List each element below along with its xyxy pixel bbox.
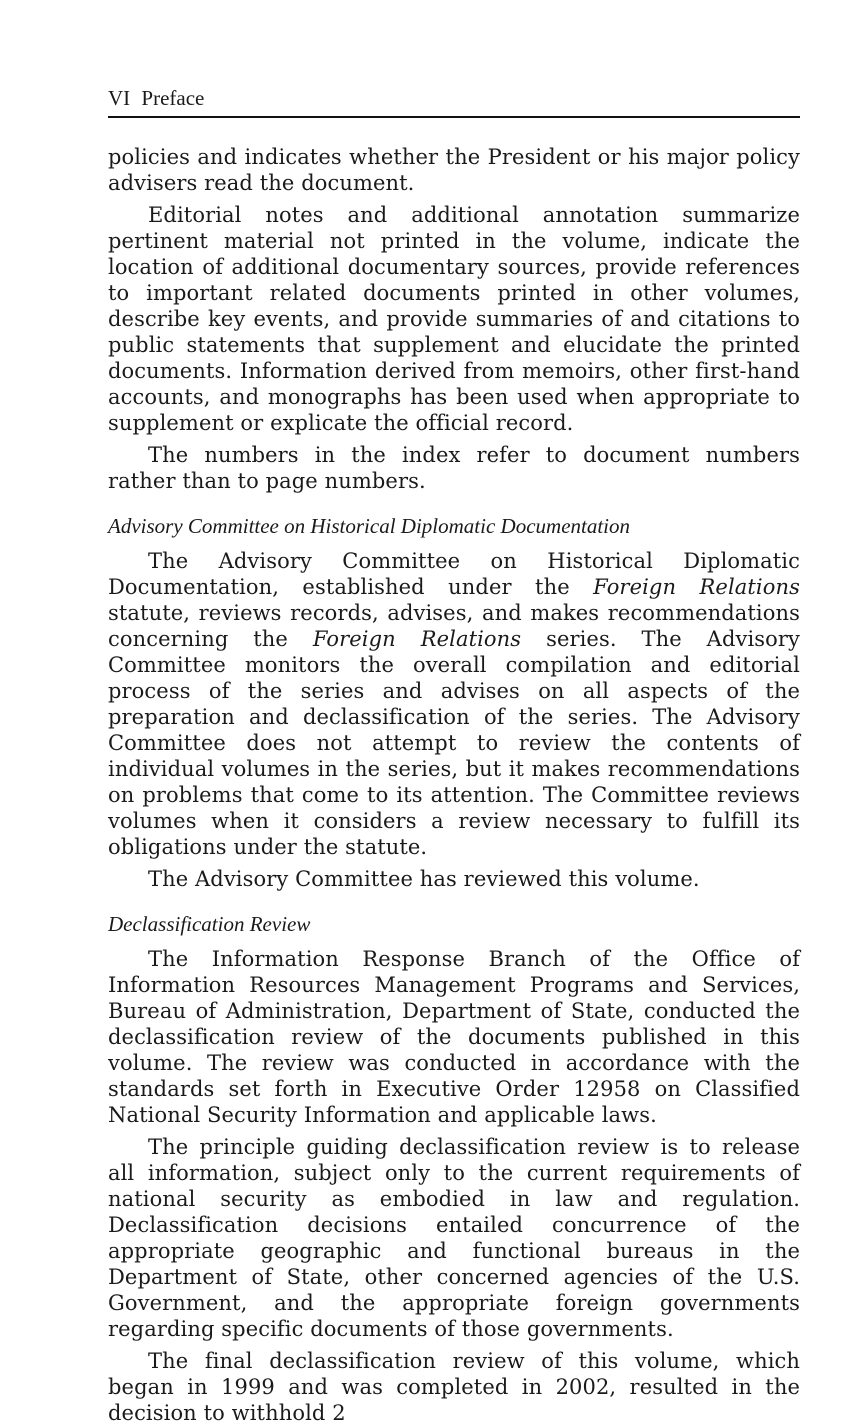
paragraph-editorial-notes: Editorial notes and additional annotation summarize pertinent material not printed in the volume, indicate the location of additional documentary sources, provide references to important related documents printed in other volumes, describe key events, and provide summaries of and citations to public statements that supplement and elucidate the printed documents. Information derived from memoirs, other first-hand accounts, and monographs has been used when appropriate to supplement or explicate the official record. [108, 203, 800, 435]
paragraph-final-review: The final declassification review of this volume, which began in 1999 and was completed in 2002, resulted in the decision to withhold 2 [108, 1349, 800, 1425]
italic-title: Foreign Relations [312, 627, 522, 651]
paragraph-advisory-committee [108, 548, 800, 860]
section-heading-declassification: Declassification Review [108, 912, 311, 936]
text-run: statute, reviews records, advises, and makes recommendations concerning the [108, 601, 800, 651]
paragraph-index-note: The numbers in the index refer to document numbers rather than to page numbers. [108, 443, 800, 493]
paragraph-advisory-reviewed: The Advisory Committee has reviewed this volume. [148, 867, 700, 891]
paragraph-continued: policies and indicates whether the President or his major policy advisers read the document. [108, 145, 800, 195]
text-run: series. The Advisory Committee monitors the overall compilation and editorial process of the series and advises on all aspects of the preparation and declassification of the series. The Advisory Committee does not attempt to review the contents of individual volumes in the series, but it makes recommendations on problems that come to its attention. The Committee reviews volumes when it considers a review necessary to fulfill its obligations under the statute. [108, 627, 800, 859]
running-header [108, 84, 800, 118]
paragraph-information-response: The Information Response Branch of the Office of Information Resources Management Programs and Services, Bureau of Administration, Department of State, conducted the declassification review of the documents published in this volume. The review was conducted in accordance with the standards set forth in Executive Order 12958 on Classified National Security Information and applicable laws. [108, 947, 800, 1127]
paragraph-guiding-principle: The principle guiding declassification review is to release all information, subject only to the current requirements of national security as embodied in law and regulation. Declassification decisions entailed concurrence of the appropriate geographic and functional bureaus in the Department of State, other concerned agencies of the U.S. Government, and the appropriate foreign governments regarding specific documents of those governments. [108, 1135, 800, 1341]
chapter-title: Preface [141, 86, 205, 110]
page-number: VI [108, 86, 131, 110]
document-page [108, 84, 800, 1426]
section-heading-advisory: Advisory Committee on Historical Diplomatic Documentation [108, 514, 631, 538]
text-run: The Advisory Committee on Historical Diplomatic Documentation, established under the [108, 549, 800, 599]
italic-title: Foreign Relations [593, 575, 800, 599]
